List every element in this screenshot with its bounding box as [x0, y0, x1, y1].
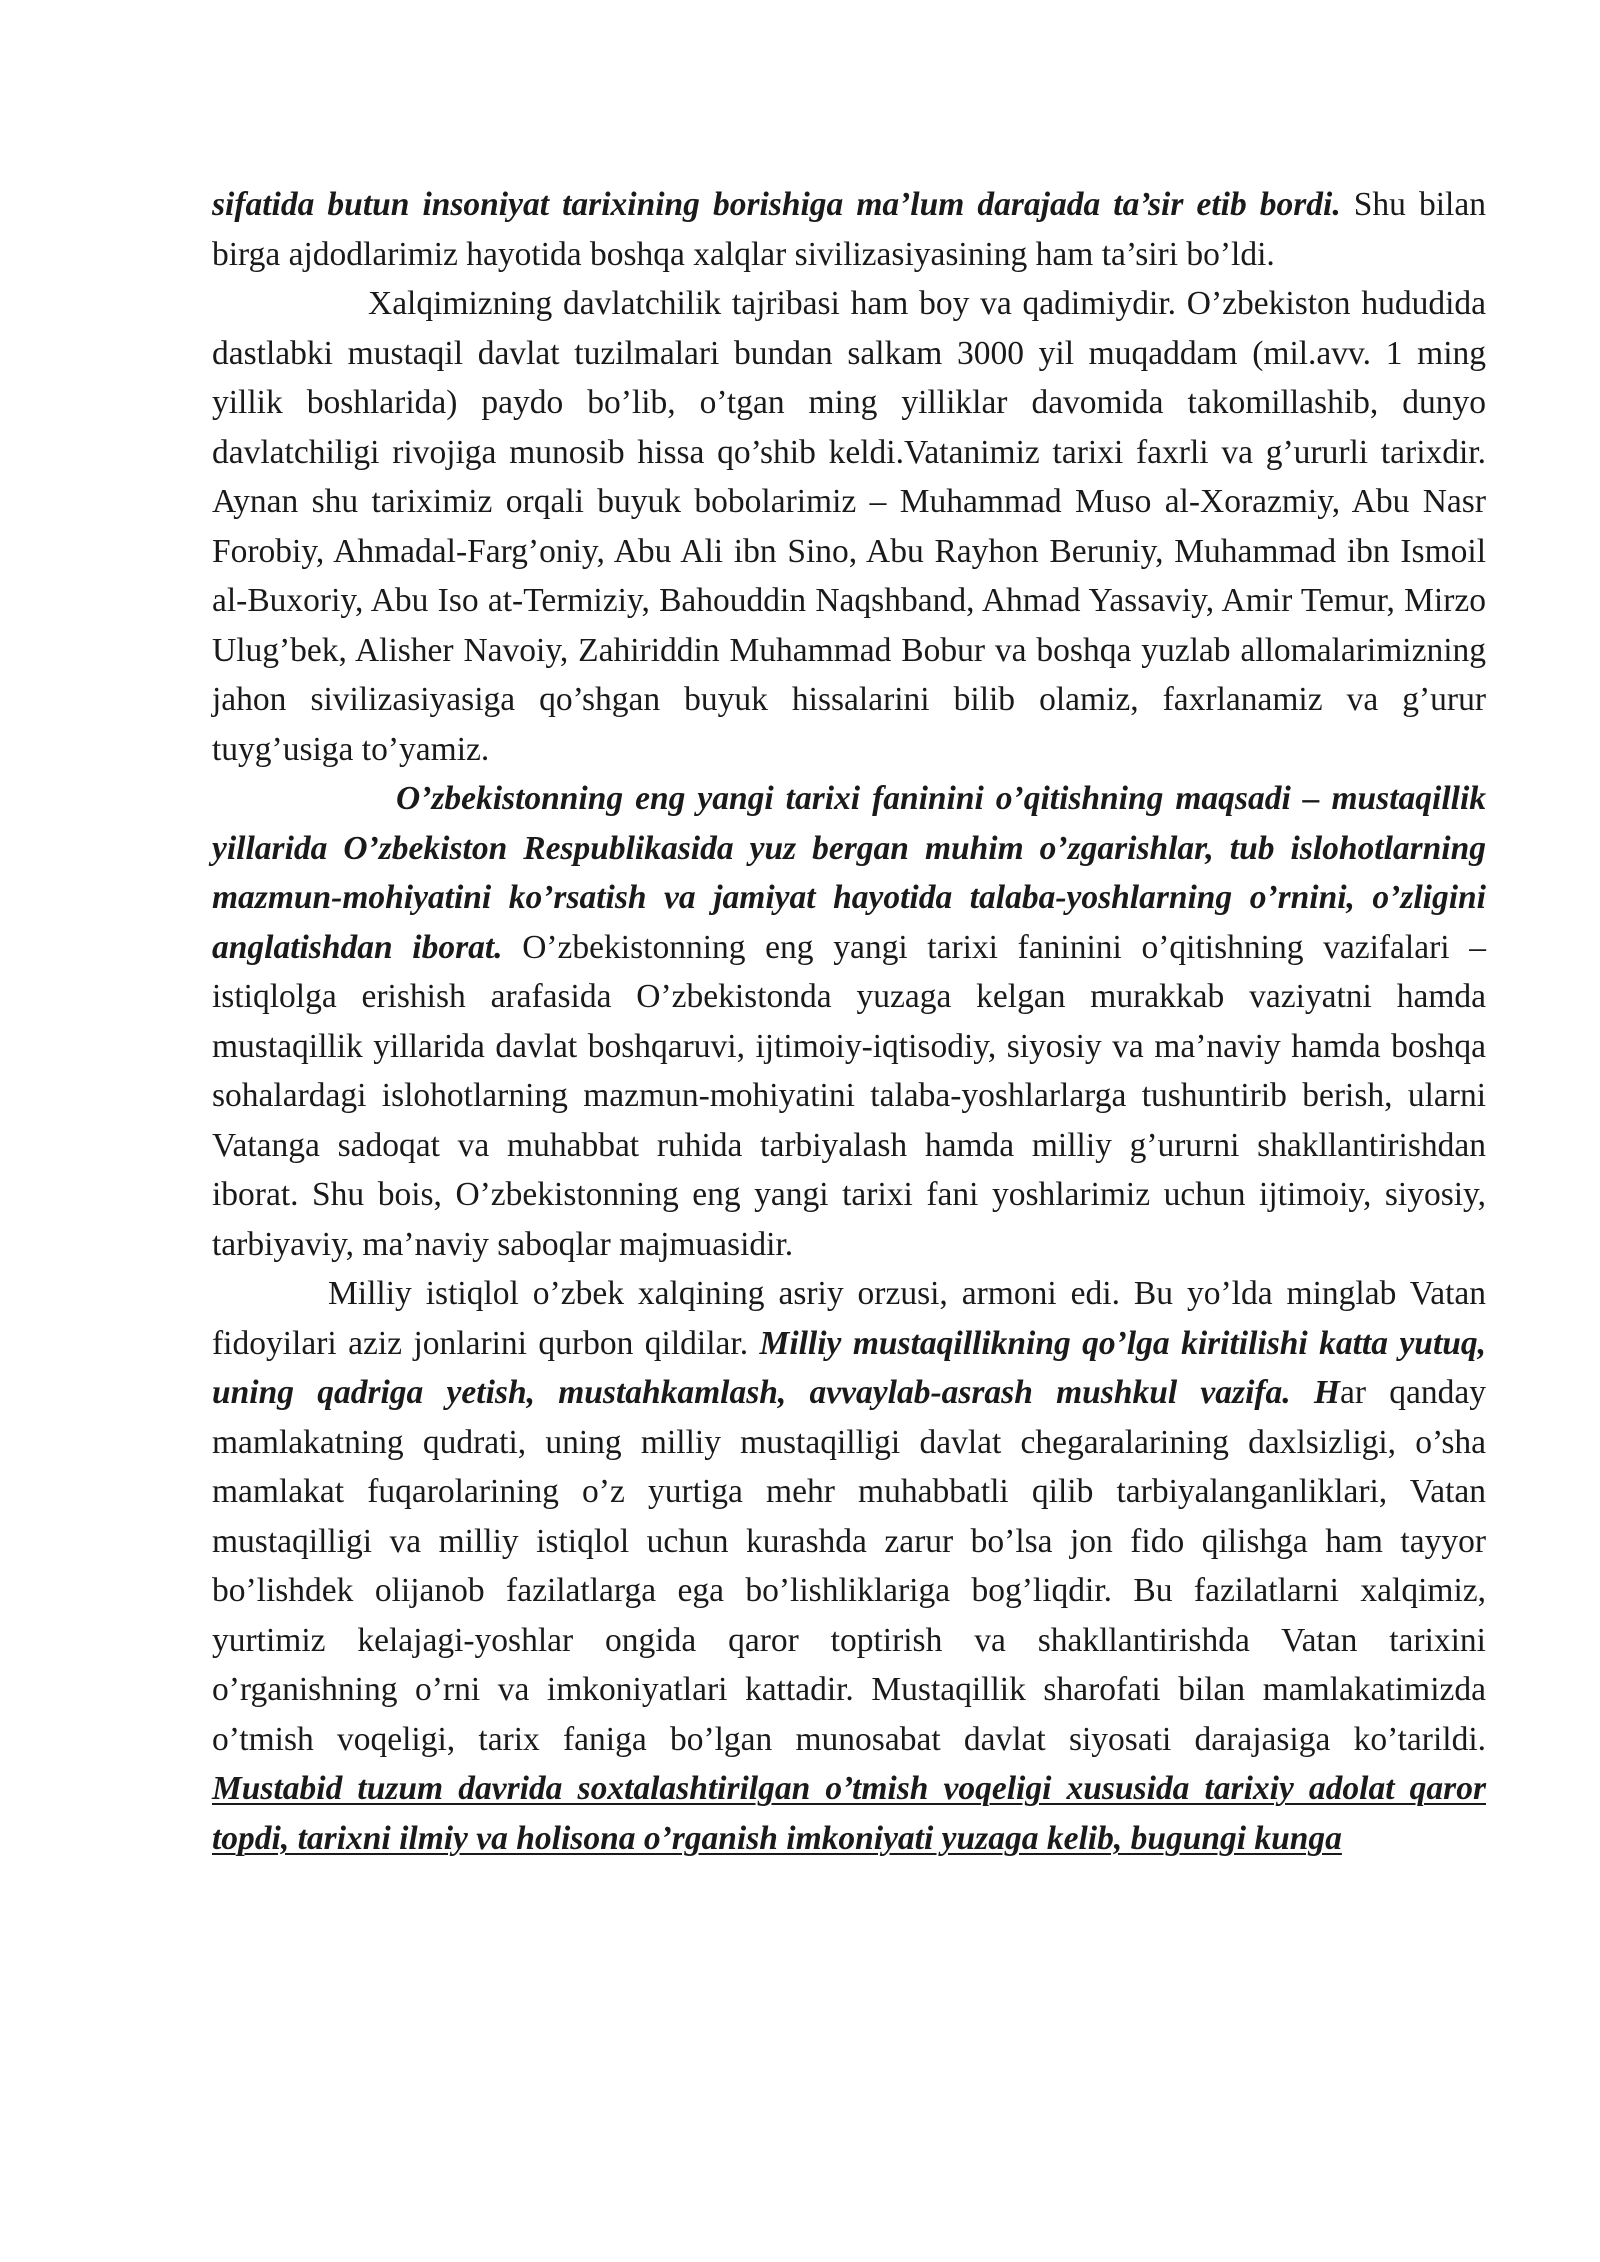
- paragraph-text: ar qanday mamlakatning qudrati, uning milliy mustaqilligi davlat chegaralarining daxlsizligi, o’sha mamlakat fuqarolarining o’z yurtiga mehr muhabbatli qilib tarbiyalanganliklari, Vatan mustaqilligi va milliy istiqlol uchun kurashda zarur bo’lsa jon fido qilishga ham tayyor bo’lishdek olijanob fazilatlarga ega bo’lishliklariga bog’liqdir. Bu fazilatlarni xalqimiz, yurtimiz kelajagi-yoshlar ongida qaror toptirish va shakllantirishda Vatan tarixini o’rganishning o’rni va imkoniyatlari kattadir. Mustaqillik sharofati bilan mamlakatimizda o’tmish voqeligi, tarix faniga bo’lgan munosabat davlat siyosati darajasiga ko’tarildi.: [212, 1374, 1487, 1758]
- bold-italic-text: O’zbekistonning eng yangi tarixi faninini o’qitishning maqsadi – mustaqillik yillarida O’zbekiston Respublikasida yuz bergan muhim o’zgarishlar, tub islohotlarning mazmun-mohiyatini ko’rsatish va jamiyat hayotida talaba-yoshlarning o’rnini, o’zligini anglatishdan iborat.: [212, 780, 1486, 966]
- paragraph-3: [212, 774, 1486, 1269]
- underlined-bold-italic-text: Mustabid tuzum davrida soxtalashtirilgan o’tmish voqeligi xususida tarixiy adolat qaror topdi, tarixni ilmiy va holisona o’rganish imkoniyati yuzaga kelib, bugungi kunga: [212, 1770, 1486, 1857]
- paragraph-4: [212, 1269, 1486, 1863]
- paragraph-1: [212, 180, 1486, 279]
- document-page: [212, 180, 1486, 1863]
- paragraph-text: Xalqimizning davlatchilik tajribasi ham boy va qadimiydir. O’zbekiston hududida dastlabki mustaqil davlat tuzilmalari bundan salkam 3000 yil muqaddam (mil.avv. 1 ming yillik boshlarida) paydo bo’lib, o’tgan ming yilliklar davomida takomillashib, dunyo davlatchiligi rivojiga munosib hissa qo’shib keldi.Vatanimiz tarixi faxrli va g’ururli tarixdir. Aynan shu tariximiz orqali buyuk bobolarimiz – Muhammad Muso al-Xorazmiy, Abu Nasr Forobiy, Ahmadal-Farg’oniy, Abu Ali ibn Sino, Abu Rayhon Beruniy, Muhammad ibn Ismoil al-Buxoriy, Abu Iso at-Termiziy, Bahouddin Naqshband, Ahmad Yassaviy, Amir Temur, Mirzo Ulug’bek, Alisher Navoiy, Zahiriddin Muhammad Bobur va boshqa yuzlab allomalarimizning jahon sivilizasiyasiga qo’shgan buyuk hissalarini bilib olamiz, faxrlanamiz va g’urur tuyg’usiga to’yamiz.: [212, 285, 1486, 768]
- paragraph-text: Milliy istiqlol o’zbek xalqining asriy orzusi, armoni edi. Bu yo’lda minglab Vatan fidoyilari aziz jonlarini qurbon qildilar.: [212, 1275, 1486, 1362]
- paragraph-2: [212, 279, 1486, 774]
- paragraph-text: Shu bilan birga ajdodlarimiz hayotida boshqa xalqlar sivilizasiyasining ham ta’siri bo’ldi.: [212, 186, 1486, 273]
- paragraph-text: O’zbekistonning eng yangi tarixi faninini o’qitishning vazifalari – istiqlolga erishish arafasida O’zbekistonda yuzaga kelgan murakkab vaziyatni hamda mustaqillik yillarida davlat boshqaruvi, ijtimoiy-iqtisodiy, siyosiy va ma’naviy hamda boshqa sohalardagi islohotlarning mazmun-mohiyatini talaba-yoshlarlarga tushuntirib berish, ularni Vatanga sadoqat va muhabbat ruhida tarbiyalash hamda milliy g’ururni shakllantirishdan iborat. Shu bois, O’zbekistonning eng yangi tarixi fani yoshlarimiz uchun ijtimoiy, siyosiy, tarbiyaviy, ma’naviy saboqlar majmuasidir.: [212, 928, 1486, 1263]
- bold-italic-text: sifatida butun insoniyat tarixining borishiga ma’lum darajada ta’sir etib bordi.: [212, 186, 1341, 223]
- bold-italic-text: Milliy mustaqillikning qo’lga kiritilishi katta yutuq, uning qadriga yetish, mustahkamlash, avvaylab-asrash mushkul vazifa. H: [212, 1324, 1487, 1411]
